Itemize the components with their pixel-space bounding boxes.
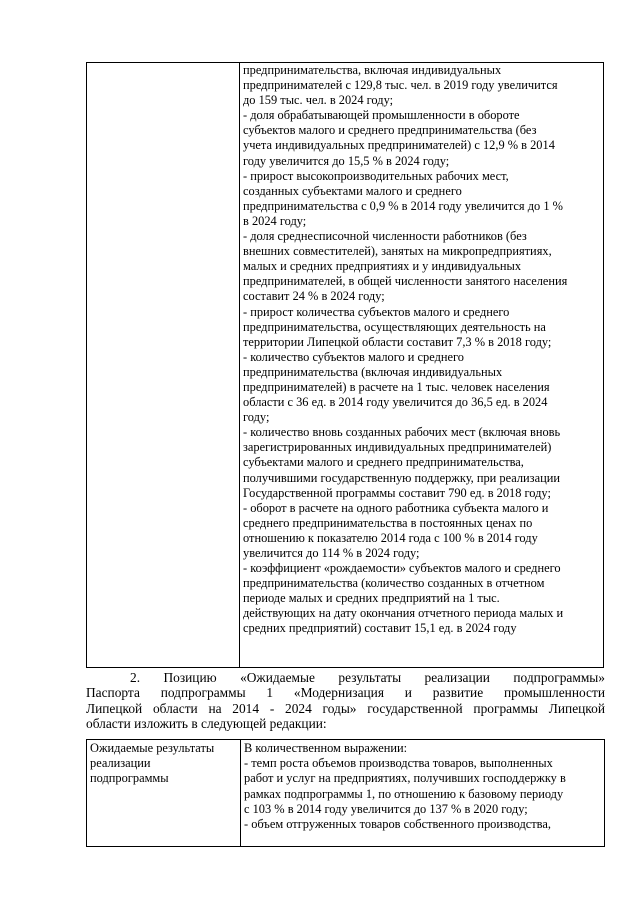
text-line: малых и средних предприятиях и у индивидуальных xyxy=(243,259,522,274)
text-line: территории Липецкой области составит 7,3 % в 2018 году; xyxy=(243,334,552,349)
text-line: - доля среднесписочной численности работников (без xyxy=(243,229,527,244)
text-line: - доля обрабатывающей промышленности в обороте xyxy=(243,108,520,123)
paragraph-line: области изложить в следующей редакции: xyxy=(86,716,327,732)
text-line: средних предприятий) составит 15,1 ед. в 2024 году xyxy=(243,621,517,636)
table-row xyxy=(87,740,605,847)
text-line: - прирост количества субъектов малого и среднего xyxy=(243,304,510,319)
text-line: учета индивидуальных предпринимателей) с 12,9 % в 2014 xyxy=(243,138,555,153)
amendment-paragraph xyxy=(86,670,605,732)
text-line: работ и услуг на предприятиях, получивших господдержку в xyxy=(244,771,566,786)
content-cell xyxy=(241,740,605,847)
text-line: В количественном выражении: xyxy=(244,741,408,755)
text-line: с 103 % в 2014 году увеличится до 137 % в 2020 году; xyxy=(244,801,528,816)
text-line: предпринимателей, в общей численности занятого населения xyxy=(243,274,568,289)
text-line: зарегистрированных индивидуальных предпринимателей) xyxy=(243,440,552,455)
label-line: реализации xyxy=(90,756,151,771)
text-line: внешних совместителей), занятых на микропредприятиях, xyxy=(243,244,552,259)
paragraph-line: Липецкой области на 2014 - 2024 годы» государственной программы Липецкой xyxy=(86,700,605,716)
text-line: - оборот в расчете на одного работника субъекта малого и xyxy=(243,500,549,515)
text-line: - количество вновь созданных рабочих мест (включая вновь xyxy=(243,425,561,440)
text-line: увеличится до 114 % в 2024 году; xyxy=(243,546,420,560)
text-line: рамках подпрограммы 1, по отношению к базовому периоду xyxy=(244,786,564,801)
text-line: в 2024 году; xyxy=(243,213,307,228)
text-line: - объем отгруженных товаров собственного производства, xyxy=(244,817,551,832)
label-line: подпрограммы xyxy=(90,771,169,786)
text-line: до 159 тыс. чел. в 2024 году; xyxy=(243,93,394,108)
text-line: среднего предпринимательства в постоянных ценах по xyxy=(243,515,533,530)
cell-text xyxy=(243,63,601,637)
text-line: субъектами малого и среднего предпринимательства, xyxy=(243,455,524,470)
text-line: получившими государственную поддержку, при реализации xyxy=(243,470,560,485)
expected-results-cell xyxy=(240,63,604,668)
text-line: - количество субъектов малого и среднего xyxy=(243,349,464,364)
text-line: действующих на дату окончания отчетного периода малых и xyxy=(243,606,564,621)
text-line: предпринимательства (включая индивидуальных xyxy=(243,364,503,379)
passport-table-continued xyxy=(86,62,604,668)
text-line: - коэффициент «рождаемости» субъектов малого и среднего xyxy=(243,561,561,576)
text-line: предпринимательства (количество созданных в отчетном xyxy=(243,576,545,591)
text-line: Государственной программы составит 790 ед. в 2018 году; xyxy=(243,485,551,500)
text-line: предпринимательства, включая индивидуальных xyxy=(243,63,502,77)
table-row xyxy=(87,63,604,668)
text-line: созданных субъектами малого и среднего xyxy=(243,183,462,198)
text-line: области с 36 ед. в 2014 году увеличится до 36,5 ед. в 2024 xyxy=(243,395,548,410)
text-line: году увеличится до 15,5 % в 2024 году; xyxy=(243,153,450,168)
text-line: периоде малых и средних предприятий на 1 тыс. xyxy=(243,591,500,606)
cell-text xyxy=(244,741,602,832)
label-cell xyxy=(87,740,241,847)
text-line: отношению к показателю 2014 года с 100 % в 2014 году xyxy=(243,530,538,545)
text-line: субъектов малого и среднего предпринимательства (без xyxy=(243,123,537,138)
text-line: составит 24 % в 2024 году; xyxy=(243,289,385,304)
text-line: году; xyxy=(243,410,270,425)
paragraph-line: Паспорта подпрограммы 1 «Модернизация и развитие промышленности xyxy=(86,685,605,701)
empty-label-cell xyxy=(87,63,240,668)
text-line: предпринимателей с 129,8 тыс. чел. в 2019 году увеличится xyxy=(243,78,558,93)
text-line: предпринимательства, осуществляющих деятельность на xyxy=(243,319,546,334)
text-line: - темп роста объемов производства товаров, выполненных xyxy=(244,756,553,771)
text-line: - прирост высокопроизводительных рабочих мест, xyxy=(243,168,509,183)
subprogram-results-table xyxy=(86,739,605,847)
text-line: предпринимателей) в расчете на 1 тыс. человек населения xyxy=(243,379,550,394)
label-line: Ожидаемые результаты xyxy=(90,741,215,755)
paragraph-line: 2. Позицию «Ожидаемые результаты реализации подпрограммы» xyxy=(130,670,605,685)
text-line: предпринимательства с 0,9 % в 2014 году увеличится до 1 % xyxy=(243,198,563,213)
